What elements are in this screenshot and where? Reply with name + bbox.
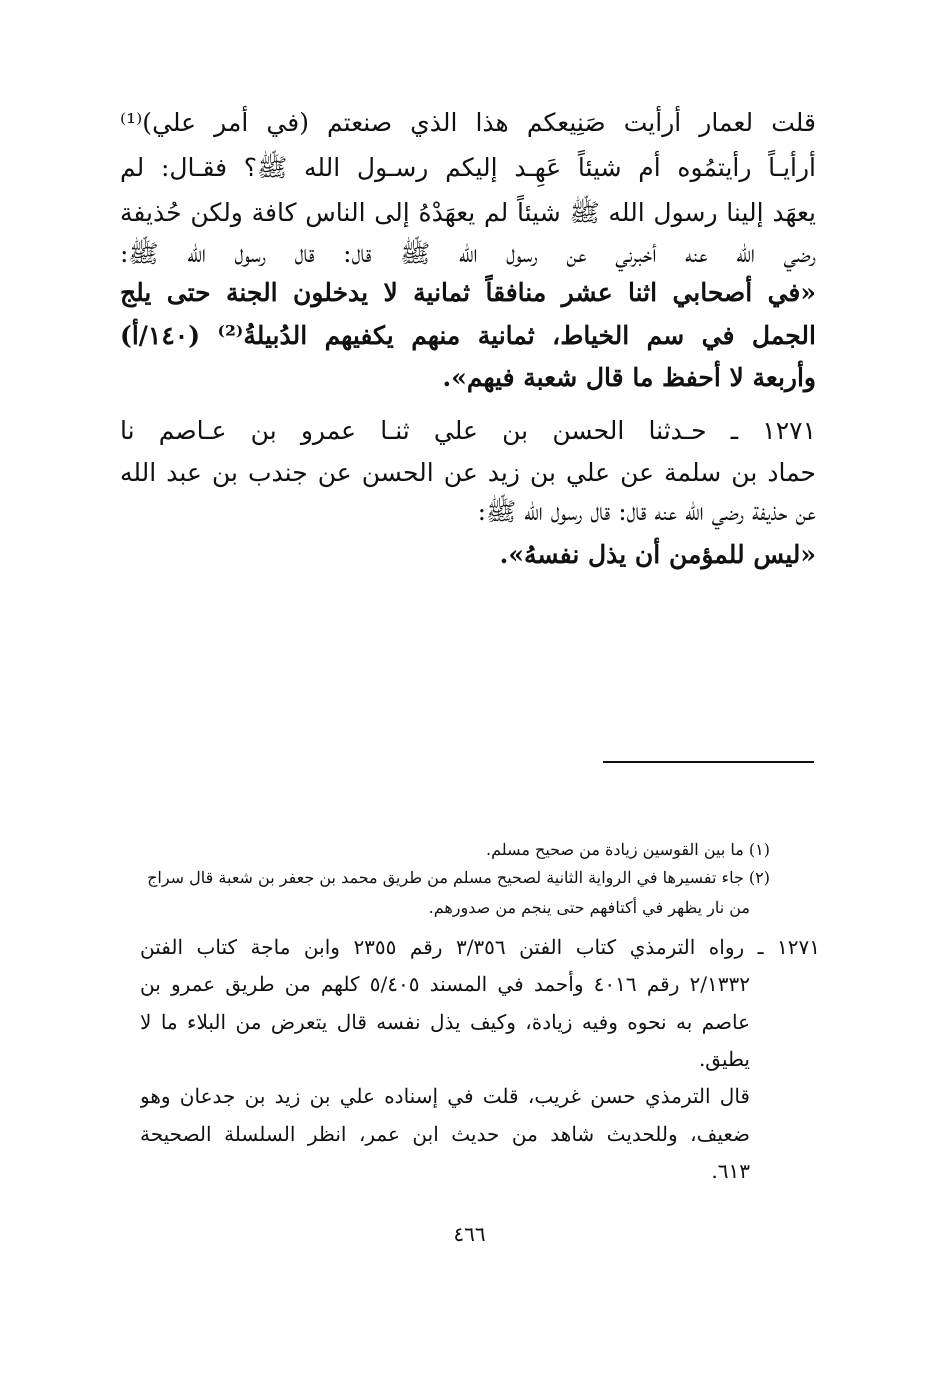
takhrij-line-2: ٢/١٣٣٢ رقم ٤٠١٦ وأحمد في المسند ٥/٤٠٥ كلهم من طريق عمرو بن: [140, 972, 750, 996]
hadith-text-line-4: «ليس للمؤمن أن يذل نفسهُ».: [499, 540, 816, 569]
main-line-3: يعهَد إلينا رسول الله ﷺ شيئاً لم يعهَدْهُ إلى الناس كافة ولكن حُذيفة: [120, 198, 816, 227]
footnote-separator: [603, 761, 814, 763]
footnote-1: (١) ما بين القوسين زيادة من صحيح مسلم.: [486, 840, 770, 859]
main-line-1: قلت لعمار أرأيت صَنِيعكم هذا الذي صنعتم (في أمر علي)⁽¹⁾: [120, 108, 816, 137]
takhrij-line-7: ٦١٣.: [711, 1159, 750, 1183]
footnote-2-continuation: من نار يظهر في أكتافهم حتى ينجم من صدورهم.: [428, 898, 750, 917]
takhrij-line-6: ضعيف، وللحديث شاهد من حديث ابن عمر، انظر السلسلة الصحيحة: [140, 1122, 750, 1146]
main-line-4: رضي الله عنه أخبرني عن رسول الله ﷺ قال: قال رسول الله ﷺ:: [120, 239, 816, 268]
takhrij-line-5: قال الترمذي حسن غريب، قلت في إسناده علي بن زيد بن جدعان وهو: [140, 1084, 750, 1108]
takhrij-line-1: ١٢٧١ ـ رواه الترمذي كتاب الفتن ٣/٣٥٦ رقم ٢٣٥٥ وابن ماجة كتاب الفتن: [140, 935, 820, 959]
takhrij-line-4: يطيق.: [698, 1047, 750, 1071]
footnote-2: (٢) جاء تفسيرها في الرواية الثانية لصحيح مسلم من طريق محمد بن جعفر بن شعبة قال سراج: [147, 868, 770, 887]
isnad-line-2: حماد بن سلمة عن علي بن زيد عن الحسن عن جندب بن عبد الله: [120, 458, 816, 487]
isnad-line-3: عن حذيفة رضي الله عنه قال: قال رسول الله ﷺ:: [477, 497, 816, 526]
page-number: ٤٦٦: [453, 1222, 486, 1246]
hadith-text-line-1: «في أصحابي اثنا عشر منافقاً ثمانية لا يدخلون الجنة حتى يلج: [120, 278, 816, 307]
main-line-2: أرأيـاً رأيتمُوه أم شيئاً عَهِـد إليكم رسـول الله ﷺ؟ فقـال: لم: [120, 153, 816, 182]
hadith-text-line-2: الجمل في سم الخياط، ثمانية منهم يكفيهم الدُبيلةُ⁽²⁾ (١٤٠/أ): [120, 321, 816, 350]
takhrij-line-3: عاصم به نحوه وفيه زيادة، وكيف يذل نفسه قال يتعرض من البلاء ما لا: [140, 1010, 750, 1034]
hadith-text-line-3: وأربعة لا أحفظ ما قال شعبة فيهم».: [442, 363, 816, 392]
isnad-line-1: ١٢٧١ ـ حـدثنا الحسن بن علي ثنـا عمرو بن عـاصم نا: [120, 416, 816, 445]
